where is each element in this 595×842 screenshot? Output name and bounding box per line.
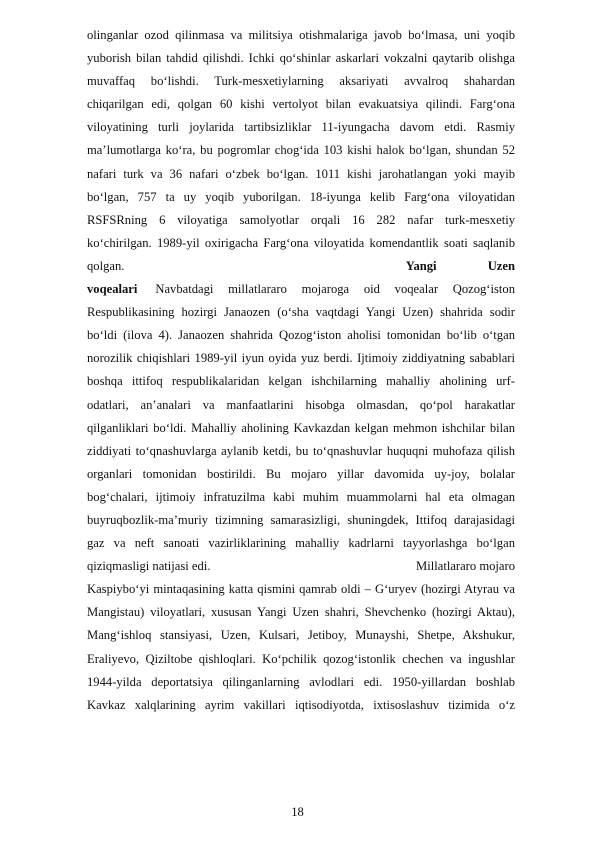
text-line: bo‘lgan, 757 ta uy yoqib yuborilgan. 18-iyunga kelib Farg‘ona viloyatidan (87, 189, 515, 204)
section-heading: voqealari (87, 282, 138, 297)
text-line: Kavkaz xalqlarining ayrim vakillari iqtisodiyotda, ixtisoslashuv tizimida o‘z (87, 697, 515, 712)
line-text: Navbatdagi millatlararo mojaroga oid voqealar Qozog‘iston (155, 282, 515, 297)
text-line: yuborish bilan tahdid qilishdi. Ichki qo‘shinlar askarlari vokzalni qaytarib olishga (87, 51, 515, 66)
text-line: chiqarilgan edi, qolgan 60 kishi vertolyot bilan evakuatsiya qilindi. Farg‘ona (87, 97, 515, 112)
text-line: nafari turk va 36 nafari o‘zbek bo‘lgan. 1011 kishi jarohatlangan yoki mayib (87, 166, 515, 181)
line-text: qiziqmasligi natijasi edi. (87, 559, 211, 574)
text-line (87, 278, 515, 301)
text-line: boshqa ittifoq respublikalaridan kelgan ishchilarning mahalliy aholining urf- (87, 374, 515, 389)
text-line: Kaspiybo‘yi mintaqasining katta qismini qamrab oldi – G‘uryev (hozirgi Atyrau va (87, 582, 515, 597)
text-line: 1944-yilda deportatsiya qilinganlarning avlodlari edi. 1950-yillardan boshlab (87, 674, 515, 689)
text-line: muvaffaq bo‘lishdi. Turk-mesxetiylarning aksariyati avvalroq shahardan (87, 74, 515, 89)
section-heading: Yangi Uzen (405, 258, 515, 273)
text-line: bo‘ldi (ilova 4). Janaozen shahrida Qozog‘iston aholisi tomonidan bo‘lib o‘tgan (87, 328, 515, 343)
text-line: ma’lumotlarga ko‘ra, bu pogromlar chog‘ida 103 kishi halok bo‘lgan, shundan 52 (87, 143, 515, 158)
text-line (87, 255, 515, 278)
text-line: olinganlar ozod qilinmasa va militsiya otishmalariga javob bo‘lmasa, uni yoqib (87, 28, 515, 42)
text-line: RSFSRning 6 viloyatiga samolyotlar orqali 16 282 nafar turk-mesxetiy (87, 212, 515, 227)
page-number: 18 (291, 805, 304, 819)
text-line: viloyatining turli joylarida tartibsizliklar 11-iyungacha davom etdi. Rasmiy (87, 120, 515, 135)
text-line: buyruqbozlik-ma’muriy tizimning samarasizligi, shuningdek, Ittifoq darajasidagi (87, 512, 515, 527)
text-line: qilganliklari bo‘ldi. Mahalliy aholining Kavkazdan kelgan mehmon ishchilar bilan (87, 420, 515, 435)
text-line: organlari tomonidan bostirildi. Bu mojaro yillar davomida uy-joy, bolalar (87, 466, 515, 481)
text-line: bog‘chalari, ijtimoiy infratuzilma kabi muhim muammolarni hal eta olmagan (87, 489, 515, 504)
text-line: Mangistau) viloyatlari, xususan Yangi Uzen shahri, Shevchenko (hozirgi Aktau), (87, 605, 515, 620)
text-line: norozilik chiqishlari 1989-yil iyun oyida yuz berdi. Ijtimoiy ziddiyatning sabablari (87, 351, 515, 366)
body-text (87, 24, 515, 717)
text-line: ziddiyati to‘qnashuvlarga aylanib ketdi, bu to‘qnashuvlar huquqni muhofaza qilish (87, 443, 515, 458)
text-line (87, 555, 515, 578)
text-line: Eraliyevo, Qiziltobe qishloqlari. Ko‘pchilik qozog‘istonlik chechen va ingushlar (87, 651, 515, 666)
text-line: ko‘chirilgan. 1989-yil oxirigacha Farg‘ona viloyatida komendantlik soati saqlanib (87, 235, 515, 250)
text-line: gaz va neft sanoati vazirliklarining mahalliy kadrlarni tayyorlashga bo‘lgan (87, 536, 515, 551)
text-line: Mang‘ishloq stansiyasi, Uzen, Kulsari, Jetiboy, Munayshi, Shetpe, Akshukur, (87, 628, 515, 643)
text-line: Respublikasining hozirgi Janaozen (o‘sha vaqtdagi Yangi Uzen) shahrida sodir (87, 305, 515, 320)
line-text: qolgan. (87, 258, 125, 273)
text-line: odatlari, an’analari va manfaatlarini hisobga olmasdan, qo‘pol harakatlar (87, 397, 515, 412)
line-text: Millatlararo mojaro (416, 559, 515, 574)
